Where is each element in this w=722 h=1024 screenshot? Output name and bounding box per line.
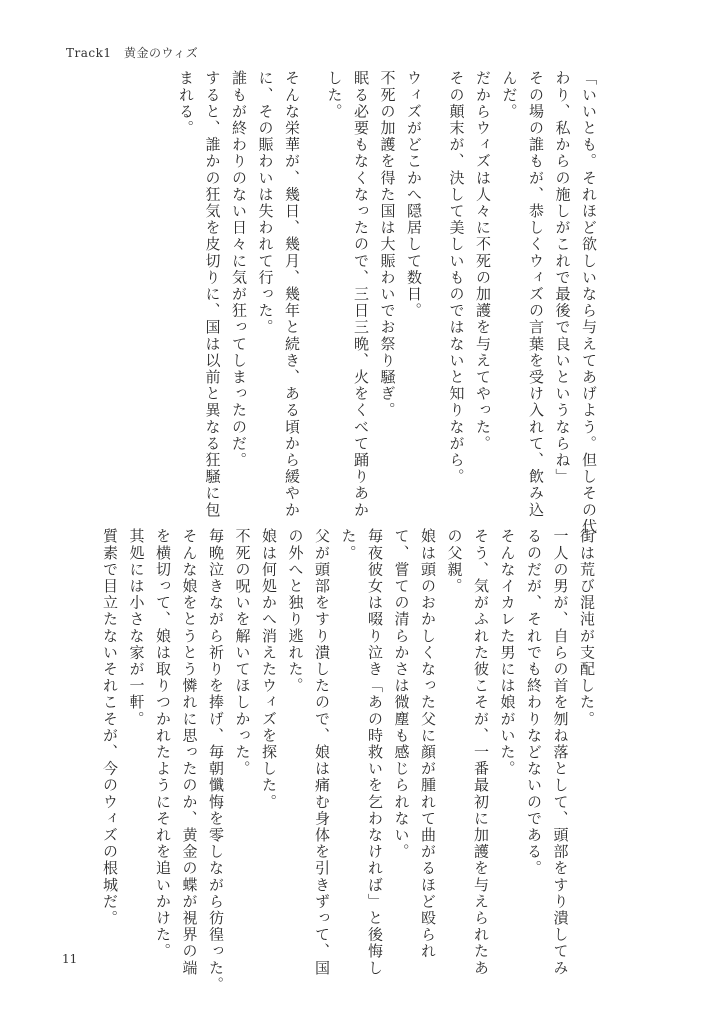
text-line: を横切って、娘は取りつかれたようにそれを追いかけた。 — [154, 528, 172, 960]
text-line: だからウィズは人々に不死の加護を与えてやった。 — [474, 70, 492, 452]
text-line: ウィズがどこかへ隠居して数日。 — [405, 70, 423, 319]
text-line: 毎晩泣きながら祈りを捧げ、毎朝懺悔を零しながら彷徨った。 — [207, 528, 225, 993]
lower-text-block — [97, 528, 601, 993]
text-line: そんな娘をとうとう憐れに思ったのか、黄金の蝶が視界の端 — [180, 528, 199, 977]
text-line: わり、私からの施しがこれで最後で良いというならね」 — [553, 70, 572, 485]
text-line: 娘は頭のおかしくなった父に顔が腫れて曲がるほど殴られ — [419, 528, 437, 960]
text-line: 父が頭部をすり潰したので、娘は痛む身体を引きずって、国 — [313, 528, 331, 977]
text-line: 一人の男が、自らの首を刎ね落として、頭部をすり潰してみ — [551, 528, 570, 977]
text-line: 眠る必要もなくなったので、三日三晩、火をくべて踊りあか — [352, 70, 370, 519]
running-header: Track1 黄金のウィズ — [66, 46, 199, 60]
text-line: んだ。 — [500, 70, 519, 120]
text-line: 「いいとも。それほど欲しいなら与えてあげよう。但しその代 — [580, 70, 598, 535]
text-line: そんな栄華が、幾日、幾月、幾年と続き、ある頃から緩やか — [283, 70, 301, 519]
text-line: の父親。 — [445, 528, 464, 595]
text-line: 不死の呪いを解いてほしかった。 — [233, 528, 252, 777]
text-line: に、その賑わいは失われて行った。 — [256, 70, 275, 336]
text-line: そんなイカレた男には娘がいた。 — [498, 528, 517, 777]
text-line: 質素で目立たないそれこそが、今のウィズの根城だ。 — [101, 528, 119, 927]
text-line: の外へと独り逃れた。 — [286, 528, 305, 694]
text-line: 誰もが終わりのない日々に気が狂ってしまったのだ。 — [230, 70, 248, 469]
page-number: 11 — [62, 952, 78, 966]
text-line: 街は荒び混沌が支配した。 — [578, 528, 596, 728]
text-line: るのだが、それでも終わりなどないのである。 — [525, 528, 543, 877]
text-line: まれる。 — [177, 70, 195, 137]
text-line: 其処には小さな家が一軒。 — [127, 528, 146, 728]
text-line: 娘は何処かへ消えたウィズを探した。 — [260, 528, 278, 811]
text-line: すると、誰かの狂気を皮切りに、国は以前と異なる狂騒に包 — [203, 70, 222, 519]
text-line: 不死の加護を得た国は大賑わいでお祭り騒ぎ。 — [378, 70, 397, 419]
text-line: した。 — [325, 70, 344, 120]
text-line: その場の誰もが、恭しくウィズの言葉を受け入れて、飲み込 — [527, 70, 545, 519]
text-line: 毎夜彼女は啜り泣き「あの時救いを乞わなければ」と後悔し — [366, 528, 384, 977]
text-line: て、嘗ての清らかさは微塵も感じられない。 — [392, 528, 411, 860]
upper-text-block — [173, 70, 603, 535]
text-line: そう、気がふれた彼こそが、一番最初に加護を与えられたあ — [472, 528, 490, 977]
text-line: た。 — [339, 528, 358, 562]
text-line: その顛末が、決して美しいものではないと知りながら。 — [447, 70, 466, 485]
